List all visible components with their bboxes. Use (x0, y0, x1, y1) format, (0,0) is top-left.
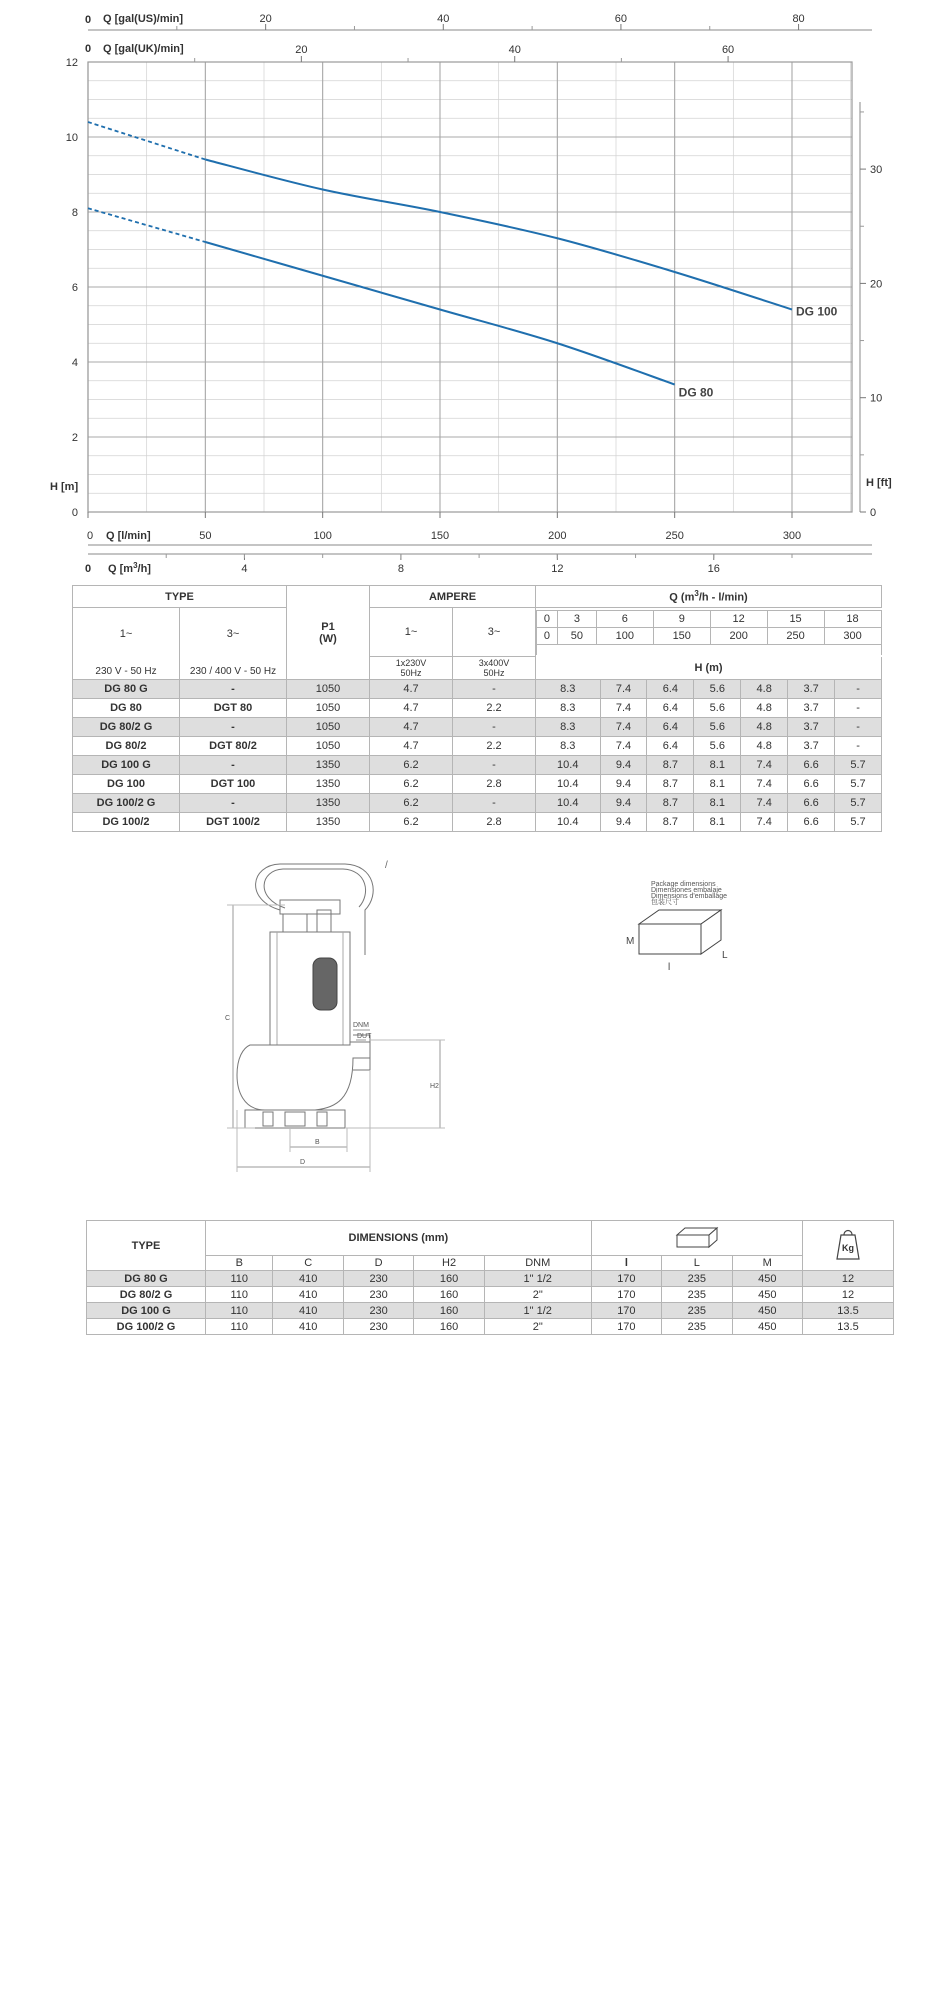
performance-chart (0, 0, 950, 580)
table-cell: 6.4 (647, 737, 694, 756)
dim-dut-label: DUT (357, 1033, 372, 1040)
package-small-icon (674, 1224, 720, 1250)
table-cell: 2.8 (453, 813, 536, 832)
table-cell: 230 (343, 1319, 413, 1335)
q-lmin-value: 0 (537, 627, 558, 644)
phase3-cell (180, 608, 287, 680)
phase1-label: 1~ (119, 628, 133, 640)
pump-casing (237, 1042, 370, 1110)
table-cell: DG 100/2 G (73, 794, 180, 813)
table-cell: 160 (414, 1287, 484, 1303)
table-cell: 4.8 (741, 718, 788, 737)
table-cell: 13.5 (803, 1303, 894, 1319)
table-cell: DG 80 (73, 699, 180, 718)
table-cell: 2.8 (453, 775, 536, 794)
table-cell: 3.7 (788, 699, 835, 718)
table-cell: 110 (206, 1287, 273, 1303)
q-m3h-value: 12 (710, 610, 767, 627)
m3h-zero: 0 (85, 563, 92, 575)
table-cell: 160 (414, 1319, 484, 1335)
us-tick-label: 80 (792, 13, 805, 25)
dims-column-header: DNM (484, 1256, 591, 1271)
table-cell: 110 (206, 1303, 273, 1319)
table-cell: 7.4 (600, 718, 647, 737)
table-cell: 8.3 (536, 680, 601, 699)
dims-header: DIMENSIONS (mm) (206, 1221, 592, 1256)
x-axis-label: Q [l/min] (106, 530, 151, 542)
table-cell: 170 (591, 1271, 661, 1287)
q-prefix: Q (m (669, 591, 695, 604)
table-cell: - (453, 718, 536, 737)
x-tick-label: 150 (430, 530, 450, 542)
ft-tick-label: 20 (870, 278, 883, 291)
weight-kg-label: Kg (842, 1243, 854, 1253)
q-m3h-value: 9 (653, 610, 710, 627)
tick-labels (66, 13, 883, 575)
dims-column-header: M (732, 1256, 802, 1271)
table-cell: 450 (732, 1287, 802, 1303)
amp1-sub1: 1x230V (395, 658, 427, 668)
package-line4: 包装尺寸 (651, 899, 679, 906)
table-cell: DG 100/2 G (87, 1319, 206, 1335)
table-cell: 5.7 (835, 775, 882, 794)
package-L-label: L (722, 950, 728, 961)
uk-tick-label: 40 (508, 44, 521, 56)
table-cell: DG 80 G (73, 680, 180, 699)
curves (88, 122, 838, 400)
table-cell: 160 (414, 1271, 484, 1287)
weight-icon (835, 1227, 861, 1261)
dims-column-header: L (662, 1256, 732, 1271)
performance-rows (73, 680, 882, 832)
table-cell: 4.7 (370, 737, 453, 756)
float-cable (256, 864, 374, 955)
table-cell: 8.7 (647, 775, 694, 794)
cable-inner (264, 869, 365, 908)
table-cell: 5.6 (694, 737, 741, 756)
top-us-zero: 0 (85, 14, 92, 26)
dim-dnm-label: DNM (353, 1022, 369, 1029)
table-cell: - (835, 680, 882, 699)
table-cell: 10.4 (536, 775, 601, 794)
table-cell: 6.4 (647, 718, 694, 737)
amp1-sub2: 50Hz (400, 668, 422, 678)
table-cell: 5.7 (835, 794, 882, 813)
table-cell: 8.7 (647, 813, 694, 832)
table-row (87, 1271, 894, 1287)
cable-gland-2 (317, 910, 331, 932)
table-cell: 410 (273, 1319, 343, 1335)
amp3-sub (453, 657, 536, 680)
table-row (73, 737, 882, 756)
dim-h2-label: H2 (430, 1083, 439, 1090)
x-tick-label: 250 (665, 530, 684, 542)
us-tick-label: 20 (259, 13, 272, 25)
table-cell: DG 80/2 G (87, 1287, 206, 1303)
table-cell: 8.1 (694, 813, 741, 832)
table-cell: 6.6 (788, 813, 835, 832)
q-m3h-value: 3 (557, 610, 596, 627)
table-cell: 170 (591, 1303, 661, 1319)
table-cell: DG 80/2 (73, 737, 180, 756)
pump-base (245, 1110, 345, 1128)
q-values-cell (536, 608, 882, 657)
table-cell: 8.3 (536, 699, 601, 718)
ft-tick-label: 10 (870, 392, 883, 405)
q-lmin-value: 300 (824, 627, 881, 644)
q-m3h-value: 0 (537, 610, 558, 627)
x-tick-label: 300 (782, 530, 802, 542)
table-cell: 450 (732, 1271, 802, 1287)
table-cell: 1050 (287, 680, 370, 699)
table-cell: 1050 (287, 718, 370, 737)
table-cell: 410 (273, 1287, 343, 1303)
table-cell: 4.8 (741, 680, 788, 699)
table-cell: DG 100/2 (73, 813, 180, 832)
top-us-axis-label: Q [gal(US)/min] (103, 13, 184, 25)
table-cell: 6.6 (788, 756, 835, 775)
table-cell: - (180, 680, 287, 699)
table-cell: DGT 100/2 (180, 813, 287, 832)
p1-label: P1 (321, 620, 335, 633)
q-lmin-value: 150 (653, 627, 710, 644)
table-cell: DG 80/2 G (73, 718, 180, 737)
table-cell: 4.8 (741, 699, 788, 718)
table-cell: 1350 (287, 775, 370, 794)
top-uk-axis-label: Q [gal(UK)/min] (103, 43, 184, 55)
amp1-sub (370, 657, 453, 680)
table-cell: - (180, 756, 287, 775)
table-cell: 4.7 (370, 680, 453, 699)
major-grid (88, 62, 852, 512)
table-cell: 7.4 (741, 794, 788, 813)
dims-column-header: B (206, 1256, 273, 1271)
table-cell: 6.2 (370, 775, 453, 794)
package-line3: Dimensions d'emballage (651, 893, 728, 900)
table-cell: DG 80 G (87, 1271, 206, 1287)
table-cell: 9.4 (600, 794, 647, 813)
y-tick-label: 6 (71, 282, 78, 294)
uk-tick-label: 20 (295, 44, 308, 56)
table-cell: 6.2 (370, 756, 453, 775)
table-cell: 5.7 (835, 756, 882, 775)
table-cell: 4.8 (741, 737, 788, 756)
q-m3h-row (537, 610, 882, 627)
table-row (73, 756, 882, 775)
q-lmin-value: 50 (557, 627, 596, 644)
table-row (73, 699, 882, 718)
table-cell: 7.4 (600, 737, 647, 756)
amp3-sub1: 3x400V (478, 658, 510, 668)
package-diagram (625, 880, 765, 980)
table-cell: - (180, 718, 287, 737)
table-cell: 235 (662, 1287, 732, 1303)
table-cell: - (835, 699, 882, 718)
phase1-cell (73, 608, 180, 680)
table-row (73, 680, 882, 699)
table-cell: 2.2 (453, 737, 536, 756)
y-tick-label: 8 (71, 207, 78, 219)
q-lmin-row (537, 627, 882, 644)
dims-column-header: l (591, 1256, 661, 1271)
table-cell: 7.4 (741, 775, 788, 794)
table-cell: 1" 1/2 (484, 1303, 591, 1319)
table-cell: 13.5 (803, 1319, 894, 1335)
package-line1: Package dimensions (651, 881, 716, 888)
p1-header (287, 586, 370, 680)
q-lmin-value: 200 (710, 627, 767, 644)
table-cell: DG 100 G (73, 756, 180, 775)
cable-gland (283, 914, 307, 932)
table-cell: 3.7 (788, 680, 835, 699)
y-tick-label: 2 (71, 432, 78, 444)
q-m3h-value: 15 (767, 610, 824, 627)
table-cell: 6.4 (647, 680, 694, 699)
table-cell: 7.4 (741, 813, 788, 832)
table-cell: - (453, 756, 536, 775)
package-m-label: M (626, 936, 635, 947)
amp1-header: 1~ (370, 608, 453, 657)
dims-column-headers (87, 1256, 894, 1271)
table-cell: 230 (343, 1303, 413, 1319)
right-axis-label: H [ft] (866, 477, 892, 489)
table-cell: 5.6 (694, 699, 741, 718)
table-cell: - (180, 794, 287, 813)
ampere-header: AMPERE (370, 586, 536, 608)
m3h-tick-label: 12 (551, 563, 564, 575)
package-line2: Dimensiones embalaje (651, 887, 722, 894)
table-cell: 7.4 (600, 699, 647, 718)
q-spacer (537, 644, 882, 655)
table-cell: 1350 (287, 794, 370, 813)
table-cell: 235 (662, 1303, 732, 1319)
table-cell: - (835, 718, 882, 737)
table-cell: 1050 (287, 699, 370, 718)
table-row (73, 775, 882, 794)
m3h-tick-label: 4 (241, 563, 248, 575)
q-header (536, 586, 882, 608)
m3h-axis-label: Q $[m^3/h]$ (108, 560, 151, 575)
q-m3h-value: 6 (596, 610, 653, 627)
us-tick-label: 40 (437, 13, 450, 25)
package-l-label: l (668, 962, 671, 973)
m3h-tick-label: 16 (707, 563, 720, 575)
table-cell: 5.6 (694, 680, 741, 699)
table-cell: 9.4 (600, 756, 647, 775)
table-cell: 8.3 (536, 737, 601, 756)
table-cell: 110 (206, 1319, 273, 1335)
table-cell: 4.7 (370, 718, 453, 737)
table-cell: 110 (206, 1271, 273, 1287)
table-cell: 5.7 (835, 813, 882, 832)
table-cell: DGT 80 (180, 699, 287, 718)
uk-tick-label: 60 (721, 44, 735, 56)
table-cell: 7.4 (741, 756, 788, 775)
table-cell: 6.2 (370, 794, 453, 813)
x-tick-label: 0 (86, 530, 94, 542)
series-label: DG 100 (796, 304, 838, 319)
volt1-label: 230 V - 50 Hz (95, 666, 157, 677)
m3h-tick-label: 8 (397, 563, 404, 575)
p1-unit: (W) (319, 632, 337, 645)
float-switch (313, 958, 337, 1010)
table-cell: 9.4 (600, 813, 647, 832)
dims-column-header: H2 (414, 1256, 484, 1271)
table-cell: 450 (732, 1303, 802, 1319)
table-cell: 235 (662, 1271, 732, 1287)
table-cell: 5.6 (694, 718, 741, 737)
table-cell: 2.2 (453, 699, 536, 718)
table-cell: 450 (732, 1319, 802, 1335)
q-sup: 3 (694, 589, 699, 599)
q-lmin-value: 250 (767, 627, 824, 644)
table-row (87, 1287, 894, 1303)
ft-tick-label: 0 (870, 507, 877, 519)
x-tick-label: 50 (199, 530, 212, 542)
series-label: DG 80 (678, 385, 714, 400)
table-cell: 3.7 (788, 737, 835, 756)
stray-mark: / (385, 860, 388, 871)
table-cell: 10.4 (536, 813, 601, 832)
dim-d-label: D (300, 1159, 306, 1166)
table-cell: 6.6 (788, 794, 835, 813)
q-values-table (536, 610, 882, 655)
y-tick-label: 4 (71, 357, 78, 369)
h-label: H (m) (536, 657, 882, 680)
table-cell: 230 (343, 1287, 413, 1303)
table-cell: 10.4 (536, 756, 601, 775)
table-cell: 410 (273, 1271, 343, 1287)
table-cell: 9.4 (600, 775, 647, 794)
dims-column-header: C (273, 1256, 343, 1271)
table-cell: 170 (591, 1287, 661, 1303)
table-cell: 3.7 (788, 718, 835, 737)
table-cell: 6.2 (370, 813, 453, 832)
performance-table (72, 585, 882, 832)
table-cell: 8.1 (694, 775, 741, 794)
table-cell: - (453, 794, 536, 813)
table-row (73, 718, 882, 737)
table-cell: - (453, 680, 536, 699)
q-m3h-value: 18 (824, 610, 881, 627)
table-cell: 410 (273, 1303, 343, 1319)
table-cell: 8.7 (647, 756, 694, 775)
table-cell: 8.7 (647, 794, 694, 813)
dimensions-table (86, 1220, 894, 1335)
volt3-label: 230 / 400 V - 50 Hz (189, 666, 277, 677)
dims-column-header: D (343, 1256, 413, 1271)
table-cell: 6.4 (647, 699, 694, 718)
table-cell: 1050 (287, 737, 370, 756)
table-cell: 8.1 (694, 794, 741, 813)
table-row (73, 813, 882, 832)
pump-drawing (225, 860, 465, 1180)
y-tick-label: 0 (71, 507, 78, 519)
table-cell: 8.1 (694, 756, 741, 775)
box-front (639, 924, 701, 954)
y-tick-label: 10 (65, 132, 78, 144)
y-tick-label: 12 (65, 57, 78, 69)
dimensions-rows (87, 1271, 894, 1335)
table-cell: 2" (484, 1319, 591, 1335)
table-cell: 4.7 (370, 699, 453, 718)
y-axis-label: H [m] (50, 481, 79, 493)
table-cell: 160 (414, 1303, 484, 1319)
table-cell: 230 (343, 1271, 413, 1287)
pack-header (591, 1221, 802, 1256)
top-uk-zero: 0 (85, 43, 92, 55)
phase3-label: 3~ (226, 628, 240, 640)
table-cell: - (835, 737, 882, 756)
table-cell: 8.3 (536, 718, 601, 737)
q-suffix: /h - l/min) (698, 591, 748, 604)
x-tick-label: 200 (548, 530, 567, 542)
ft-tick-label: 30 (870, 164, 883, 177)
table-cell: 7.4 (600, 680, 647, 699)
weight-header (803, 1221, 894, 1271)
dim-b-label: B (315, 1139, 320, 1146)
dim-c-label: C (225, 1015, 231, 1022)
table-cell: 1350 (287, 756, 370, 775)
motor-body (270, 932, 350, 1045)
table-cell: DG 100 (73, 775, 180, 794)
table-cell: DGT 100 (180, 775, 287, 794)
q-lmin-value: 100 (596, 627, 653, 644)
table-cell: 170 (591, 1319, 661, 1335)
table-row (73, 794, 882, 813)
table-cell: 235 (662, 1319, 732, 1335)
table-cell: 2" (484, 1287, 591, 1303)
table-cell: 12 (803, 1271, 894, 1287)
table-row (87, 1319, 894, 1335)
dims-type-header: TYPE (87, 1221, 206, 1271)
x-tick-label: 100 (313, 530, 332, 542)
table-cell: 12 (803, 1287, 894, 1303)
table-cell: 6.6 (788, 775, 835, 794)
amp3-sub2: 50Hz (483, 668, 505, 678)
amp3-header: 3~ (453, 608, 536, 657)
table-row (87, 1303, 894, 1319)
table-cell: 1" 1/2 (484, 1271, 591, 1287)
table-cell: DG 100 G (87, 1303, 206, 1319)
table-cell: DGT 80/2 (180, 737, 287, 756)
table-cell: 1350 (287, 813, 370, 832)
us-tick-label: 60 (614, 13, 628, 25)
type-header: TYPE (73, 586, 287, 608)
table-cell: 10.4 (536, 794, 601, 813)
